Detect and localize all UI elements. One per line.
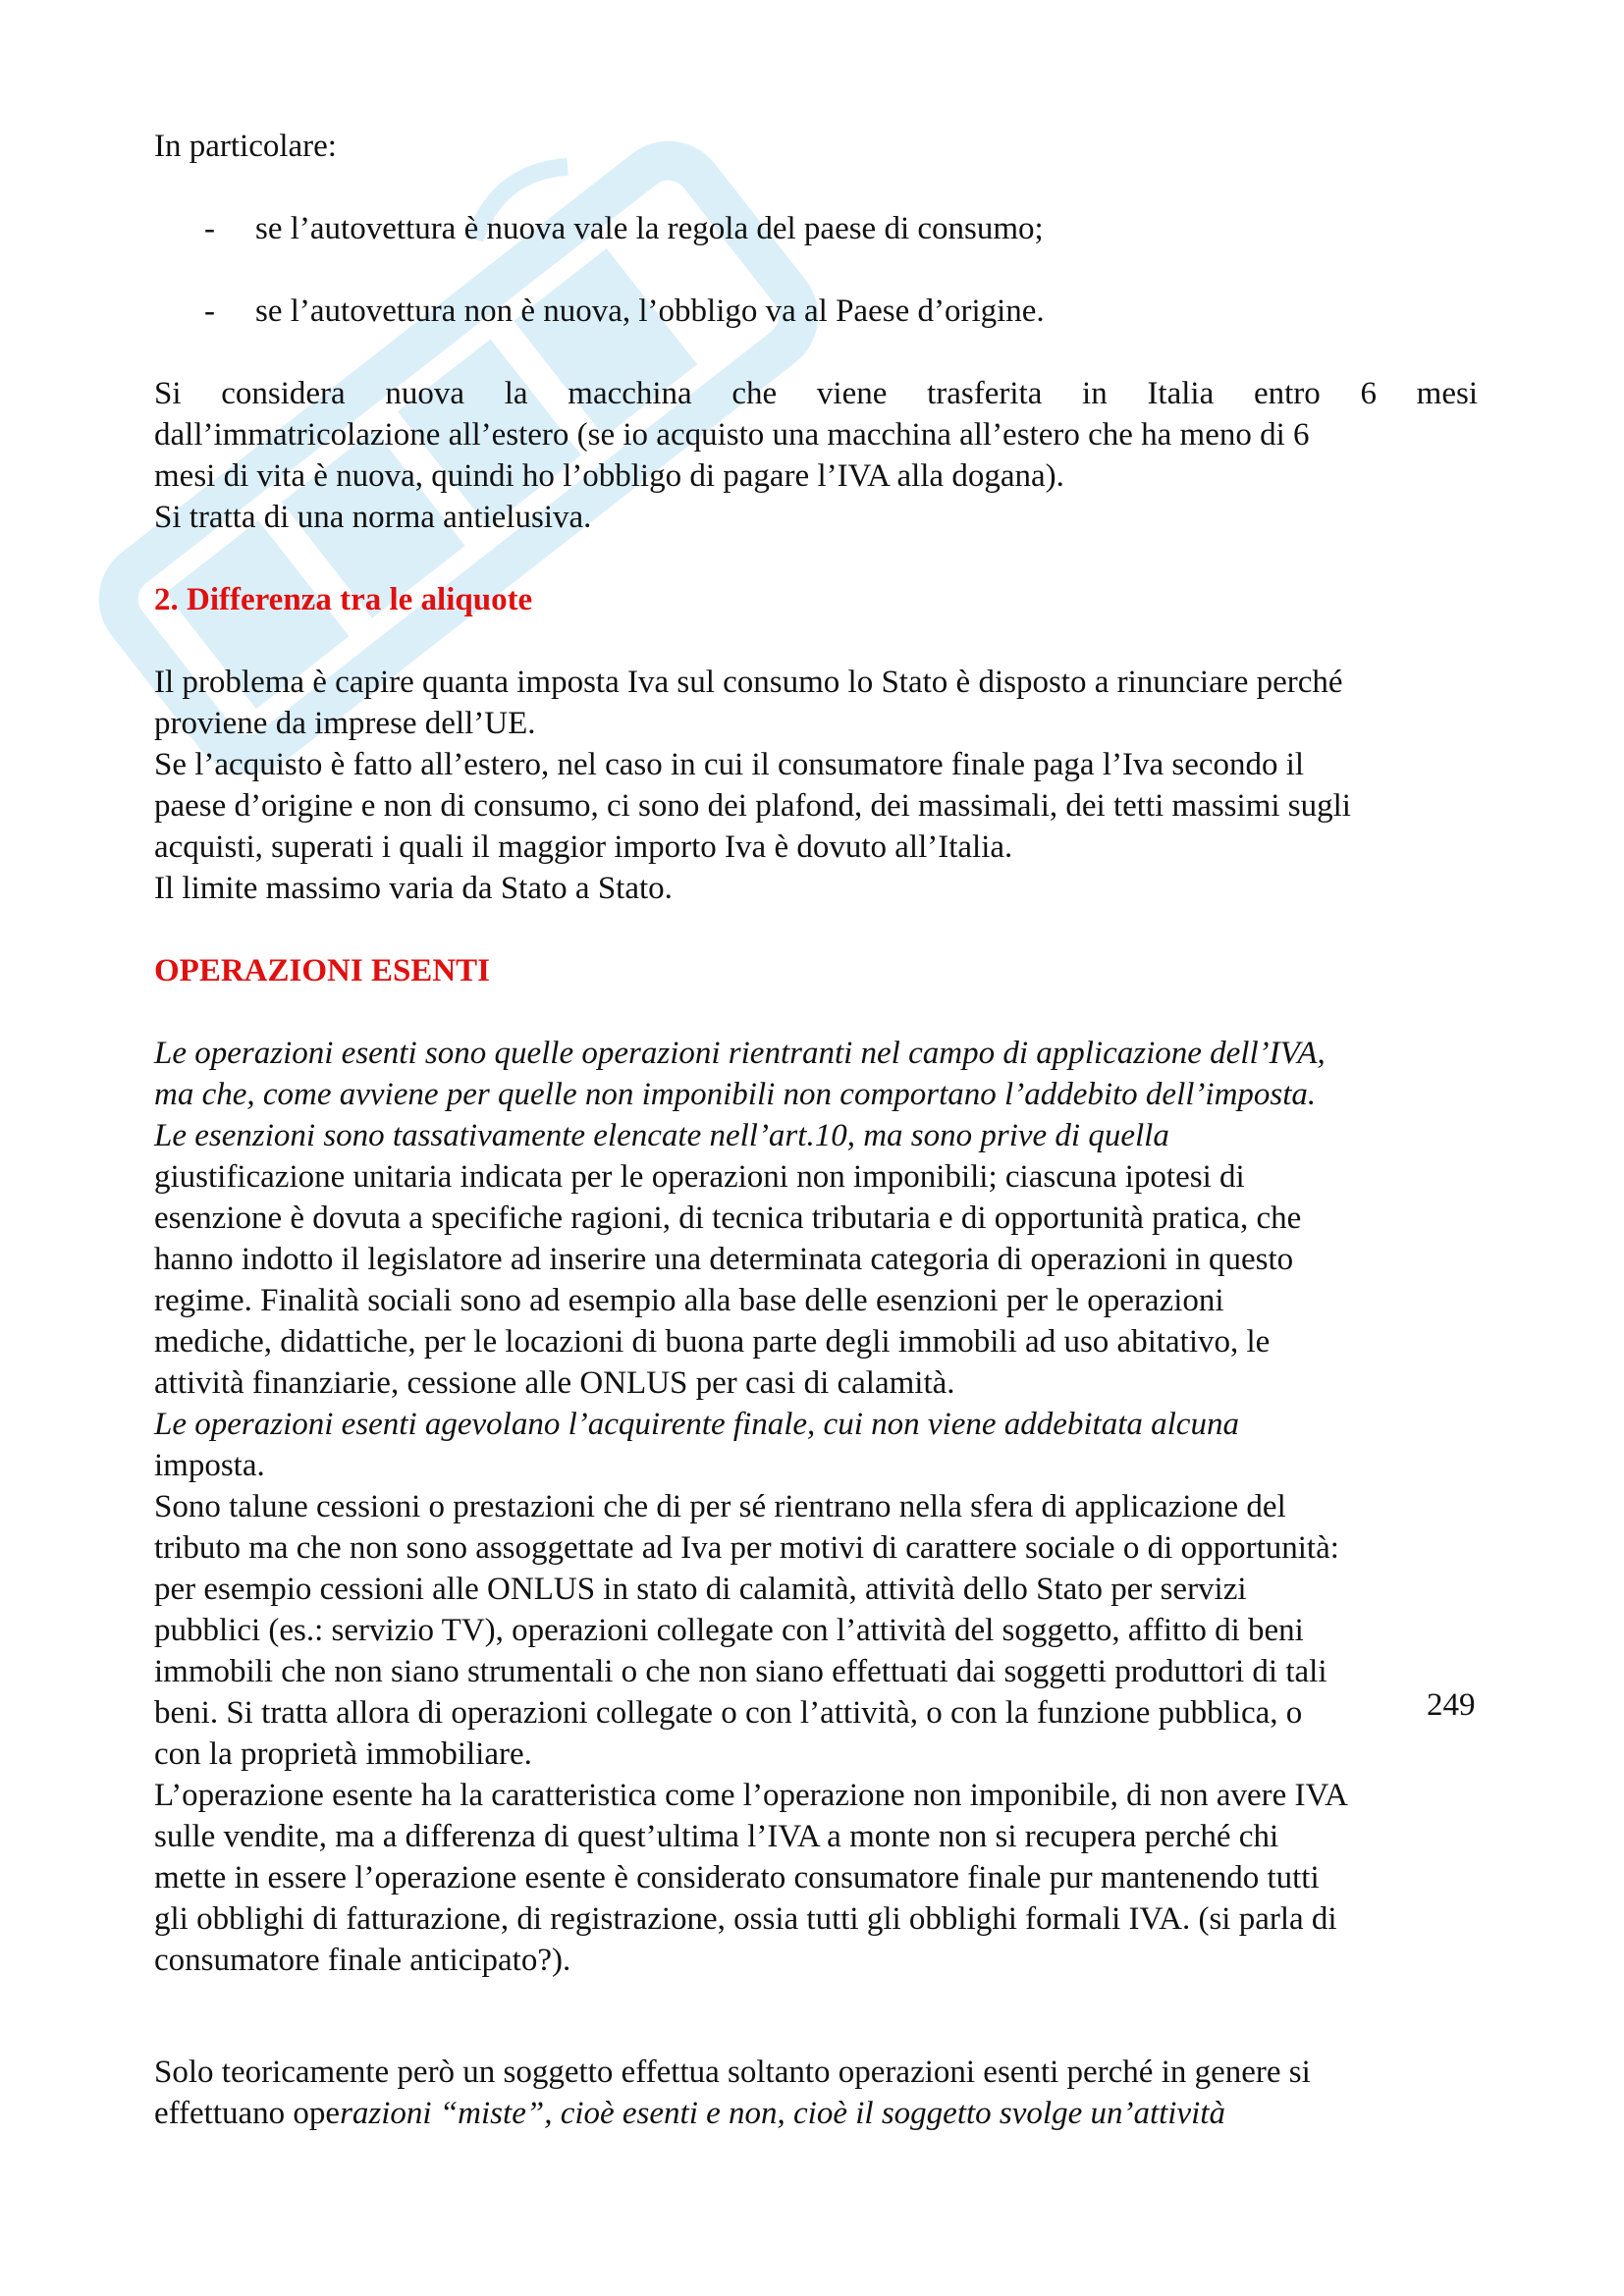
paragraph-line: mette in essere l’operazione esente è considerato consumatore finale pur mantenendo tutti bbox=[154, 1860, 1320, 1896]
dash-marker: - bbox=[204, 294, 215, 329]
paragraph-line: Le operazioni esenti sono quelle operazioni rientranti nel campo di applicazione dell’IVA, bbox=[154, 1036, 1326, 1071]
line-fragment-italic: razioni “miste”, cioè esenti e non, cioè il soggetto svolge un’attività bbox=[340, 2096, 1225, 2131]
paragraph-line: proviene da imprese dell’UE. bbox=[154, 706, 536, 741]
paragraph-line: con la proprietà immobiliare. bbox=[154, 1736, 532, 1772]
paragraph-line: mediche, didattiche, per le locazioni di buona parte degli immobili ad uso abitativo, le bbox=[154, 1324, 1271, 1360]
paragraph bbox=[154, 662, 1478, 909]
dash-marker: - bbox=[204, 211, 215, 246]
paragraph-line: imposta. bbox=[154, 1448, 265, 1483]
paragraph-line: dall’immatricolazione all’estero (se io acquisto una macchina all’estero che ha meno di 6 bbox=[154, 417, 1310, 453]
paragraph-line: Il limite massimo varia da Stato a Stato. bbox=[154, 871, 673, 906]
paragraph-line: sulle vendite, ma a differenza di quest’ultima l’IVA a monte non si recupera perché chi bbox=[154, 1819, 1279, 1854]
page-number: 249 bbox=[1427, 1687, 1476, 1723]
paragraph-line: Le esenzioni sono tassativamente elencate nell’art.10, ma sono prive di quella bbox=[154, 1118, 1169, 1153]
paragraph-line bbox=[154, 2093, 1478, 2134]
paragraph bbox=[154, 1033, 1478, 1981]
intro-text bbox=[154, 126, 1478, 167]
paragraph-line: Sono talune cessioni o prestazioni che di per sé rientrano nella sfera di applicazione del bbox=[154, 1489, 1286, 1524]
paragraph-line: tributo ma che non sono assoggettate ad Iva per motivi di carattere sociale o di opportunità: bbox=[154, 1530, 1339, 1566]
bullet-text: se l’autovettura non è nuova, l’obbligo va al Paese d’origine. bbox=[255, 294, 1045, 329]
line-fragment: effettuano ope bbox=[154, 2096, 341, 2131]
paragraph bbox=[154, 2052, 1478, 2134]
paragraph-line: Il problema è capire quanta imposta Iva sul consumo lo Stato è disposto a rinunciare perché bbox=[154, 665, 1343, 700]
paragraph-line: esenzione è dovuta a specifiche ragioni, di tecnica tributaria e di opportunità pratica, che bbox=[154, 1201, 1302, 1236]
paragraph-line: immobili che non siano strumentali o che non siano effettuati dai soggetti produttori di tali bbox=[154, 1654, 1327, 1689]
section-heading: 2. Differenza tra le aliquote bbox=[154, 582, 533, 617]
paragraph-line: Solo teoricamente però un soggetto effettua soltanto operazioni esenti perché in genere si bbox=[154, 2055, 1311, 2090]
paragraph-line: attività finanziarie, cessione alle ONLUS per casi di calamità. bbox=[154, 1365, 955, 1401]
paragraph-line: giustificazione unitaria indicata per le operazioni non imponibili; ciascuna ipotesi di bbox=[154, 1159, 1245, 1195]
paragraph-line: Le operazioni esenti agevolano l’acquirente finale, cui non viene addebitata alcuna bbox=[154, 1407, 1239, 1442]
paragraph-line: Si considera nuova la macchina che viene trasferita in Italia entro 6 mesi bbox=[154, 376, 1478, 411]
paragraph-line: Se l’acquisto è fatto all’estero, nel caso in cui il consumatore finale paga l’Iva secondo il bbox=[154, 747, 1305, 782]
paragraph-line: pubblici (es.: servizio TV), operazioni collegate con l’attività del soggetto, affitto di beni bbox=[154, 1613, 1304, 1648]
paragraph bbox=[154, 373, 1478, 538]
paragraph-line: mesi di vita è nuova, quindi ho l’obbligo di pagare l’IVA alla dogana). bbox=[154, 458, 1064, 494]
paragraph-line: per esempio cessioni alle ONLUS in stato di calamità, attività dello Stato per servizi bbox=[154, 1572, 1247, 1607]
paragraph-line: paese d’origine e non di consumo, ci sono dei plafond, dei massimali, dei tetti massimi sugli bbox=[154, 788, 1351, 824]
intro-line: In particolare: bbox=[154, 129, 337, 164]
bullet-item bbox=[204, 208, 1044, 249]
paragraph-line: gli obblighi di fatturazione, di registrazione, ossia tutti gli obblighi formali IVA. (si parla di bbox=[154, 1901, 1337, 1937]
paragraph-line: ma che, come avviene per quelle non imponibili non comportano l’addebito dell’imposta. bbox=[154, 1077, 1317, 1112]
bullet-text: se l’autovettura è nuova vale la regola del paese di consumo; bbox=[255, 211, 1044, 246]
paragraph-line: acquisti, superati i quali il maggior importo Iva è dovuto all’Italia. bbox=[154, 829, 1013, 865]
paragraph-line: consumatore finale anticipato?). bbox=[154, 1943, 571, 1978]
paragraph-line: beni. Si tratta allora di operazioni collegate o con l’attività, o con la funzione pubblica, o bbox=[154, 1695, 1303, 1731]
paragraph-line: regime. Finalità sociali sono ad esempio alla base delle esenzioni per le operazioni bbox=[154, 1283, 1224, 1318]
paragraph-line: L’operazione esente ha la caratteristica come l’operazione non imponibile, di non avere IVA bbox=[154, 1778, 1348, 1813]
bullet-item bbox=[204, 291, 1045, 332]
paragraph-line: Si tratta di una norma antielusiva. bbox=[154, 500, 592, 535]
paragraph-line: hanno indotto il legislatore ad inserire una determinata categoria di operazioni in questo bbox=[154, 1242, 1294, 1277]
section-heading: OPERAZIONI ESENTI bbox=[154, 953, 491, 988]
